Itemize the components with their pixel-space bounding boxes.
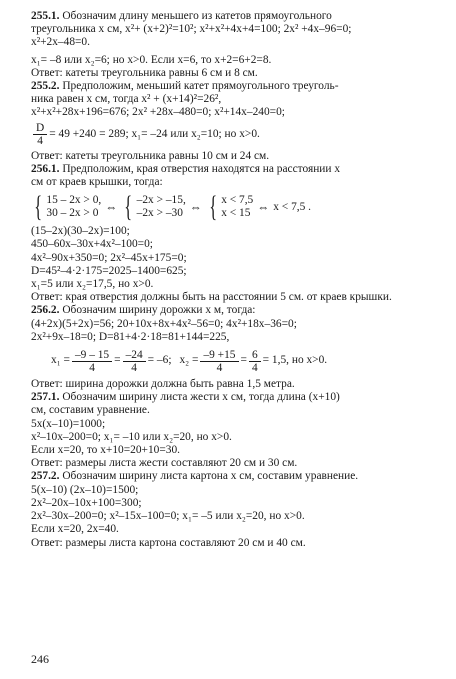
left-brace-icon: { bbox=[209, 190, 217, 224]
equation-line: (15–2x)(30–2x)=100; bbox=[31, 225, 130, 238]
left-brace-icon: { bbox=[124, 190, 133, 224]
fraction: $\frac{-9 +15}{4}$ bbox=[200, 349, 238, 374]
answer-line: Ответ: края отверстия должны быть на расстоянии 5 см. от краев крышки. bbox=[31, 291, 392, 304]
equation-text: = 49 +240 = 289; x₁= –24 или x₂=10; но x>0. bbox=[49, 128, 260, 141]
solution-256-2 bbox=[31, 304, 442, 391]
text-line: Обозначим ширину листа жести x см, тогда длина (x+10) bbox=[59, 391, 340, 404]
fraction: $\frac{-9 - 15}{4}$ bbox=[72, 349, 112, 374]
fraction: $\frac{6}{4}$ bbox=[249, 349, 261, 374]
text-line: Обозначим длину меньшего из катетов прямоугольного bbox=[59, 10, 332, 22]
solution-257-2 bbox=[31, 470, 442, 549]
equation-line: 2x²–20x–10x+100=300; bbox=[31, 496, 142, 509]
answer-line: Ответ: размеры листа жести составляют 20 см и 30 см. bbox=[31, 457, 298, 470]
equation-line: x²–10x–200=0; x₁= –10 или x₂=20, но x>0. bbox=[31, 430, 232, 443]
inequality-system: –2x > –15, –2x > –30 bbox=[136, 194, 186, 220]
equation-line: треугольника x см, x²+ (x+2)²=10²; x²+x²+4x+4=100; 2x² +4x–96=0; bbox=[31, 23, 352, 36]
equation-line: Если x=20, то x+10=20+10=30. bbox=[31, 444, 181, 457]
page-number: 246 bbox=[31, 652, 49, 666]
problem-number: 256.1. bbox=[31, 162, 60, 175]
equivalence-icon: ⇔ bbox=[189, 199, 202, 214]
equation-line: x₁= –8 или x₂=6; но x>0. Если x=6, то x+2=6+2=8. bbox=[31, 53, 272, 66]
text-line: Предположим, края отверстия находятся на расстоянии x bbox=[59, 162, 341, 175]
equation-line: D=45²–4·2·175=2025–1400=625; bbox=[31, 264, 187, 277]
fraction: $\frac{D}{4}$ bbox=[33, 122, 47, 147]
text-line: Обозначим ширину дорожки x м, тогда: bbox=[59, 304, 256, 317]
equivalence-icon: ⇔ bbox=[105, 199, 118, 214]
equation-line: 5x(x–10)=1000; bbox=[31, 417, 106, 430]
solution-255-2 bbox=[31, 80, 442, 163]
answer-line: Ответ: ширина дорожки должна быть равна 1,5 метра. bbox=[31, 378, 295, 391]
problem-number: 255.1. bbox=[31, 10, 60, 22]
equation-line: ника равен x см, тогда x² + (x+14)²=26², bbox=[31, 93, 222, 106]
root-label: x₁ = bbox=[51, 354, 70, 367]
discriminant-line bbox=[31, 120, 442, 150]
solution-257-1 bbox=[31, 391, 442, 470]
inequality-result: x < 7,5 . bbox=[273, 200, 312, 213]
inequality-system: x < 7,5 x < 15 bbox=[221, 194, 254, 220]
roots-line: x₁ = $\frac{-9 - 15}{4}$ = $\frac{-24}{4}$ = –6; x₂ = $\frac{-9 +15}{4}$ = $\frac{6}{4}$ = 1,5, но x>0. bbox=[51, 348, 328, 374]
problem-number: 255.2. bbox=[31, 80, 60, 93]
fraction: $\frac{-24}{4}$ bbox=[123, 349, 146, 374]
problem-number: 257.1. bbox=[31, 391, 60, 404]
problem-number: 257.2. bbox=[31, 470, 60, 483]
equation-line: Если x=20, 2x=40. bbox=[31, 523, 119, 536]
text-line: см, составим уравнение. bbox=[31, 404, 150, 417]
equation-line: 2x²–30x–200=0; x²–15x–100=0; x₁= –5 или x₂=20, но x>0. bbox=[31, 510, 305, 523]
answer-line: Ответ: катеты треугольника равны 10 см и 24 см. bbox=[31, 149, 270, 162]
equivalence-icon: ⇔ bbox=[257, 199, 270, 214]
root-label: x₂ = bbox=[179, 354, 199, 367]
equation-line: 2x²+9x–18=0; D=81+4·2·18=81+144=225, bbox=[31, 330, 230, 343]
equation-line: x₁=5 или x₂=17,5, но x>0. bbox=[31, 278, 154, 291]
equation-line: x²+2x–48=0. bbox=[31, 36, 90, 49]
equation-line: 4x²–90x+350=0; 2x²–45x+175=0; bbox=[31, 251, 187, 264]
problem-number: 256.2. bbox=[31, 304, 60, 317]
text-line: Обозначим ширину листа картона x см, составим уравнение. bbox=[59, 470, 359, 483]
answer-line: Ответ: катеты треугольника равны 6 см и 8 см. bbox=[31, 66, 258, 79]
text-line: Предположим, меньший катет прямоугольного треуголь- bbox=[59, 80, 339, 93]
inequality-system-row bbox=[31, 190, 442, 224]
answer-line: Ответ: размеры листа картона составляют 20 см и 40 см. bbox=[31, 536, 306, 549]
inequality-system: 15 – 2x > 0, 30 – 2x > 0 bbox=[46, 194, 102, 220]
solution-256-1 bbox=[31, 163, 442, 305]
text-line: см от краев крышки, тогда: bbox=[31, 176, 163, 189]
solution-255-1 bbox=[31, 10, 442, 80]
equation-line: (4+2x)(5+2x)=56; 20+10x+8x+4x²–56=0; 4x²+18x–36=0; bbox=[31, 317, 297, 330]
equation-line: x²+x²+28x+196=676; 2x² +28x–480=0; x²+14x–240=0; bbox=[31, 106, 285, 119]
equation-line: 450–60x–30x+4x²–100=0; bbox=[31, 238, 153, 251]
left-brace-icon: { bbox=[34, 190, 43, 224]
equation-line: 5(x–10) (2x–10)=1500; bbox=[31, 483, 139, 496]
